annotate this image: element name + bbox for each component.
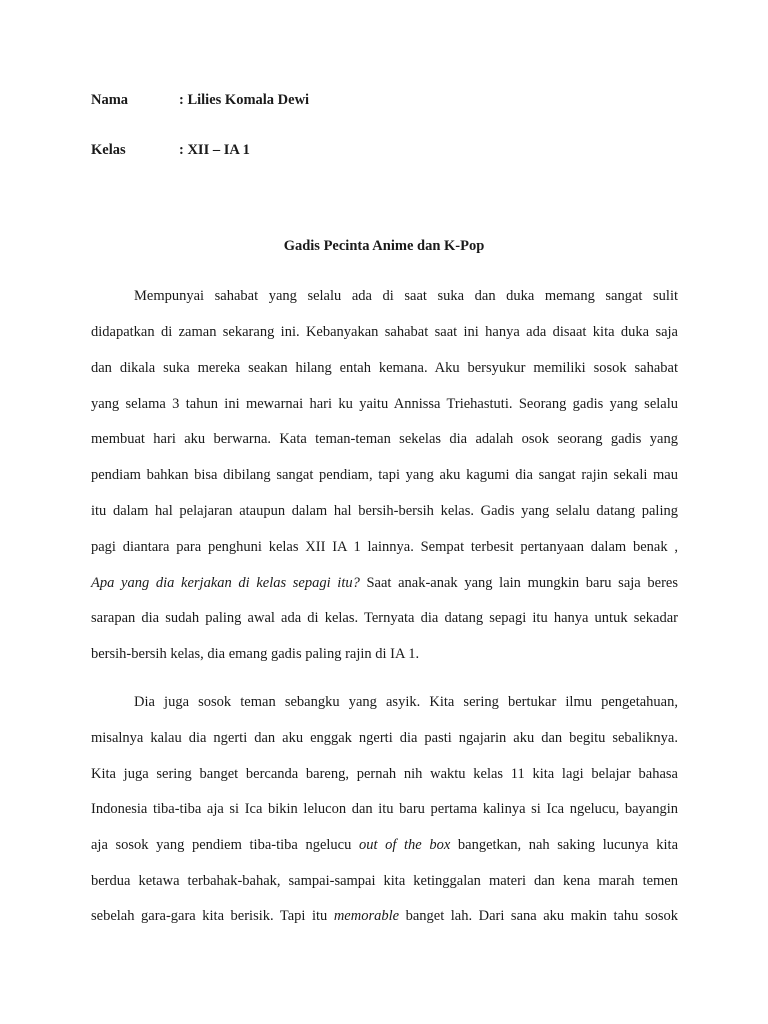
paragraph-2-line-4: Indonesia tiba-tiba aja si Ica bikin lelucon dan itu baru pertama kalinya si Ica ngelucu, bayangin bbox=[91, 801, 678, 817]
name-row bbox=[91, 92, 309, 109]
paragraph-1-line-10: sarapan dia sudah paling awal ada di kelas. Ternyata dia datang sepagi itu hanya untuk sekadar bbox=[91, 610, 678, 626]
class-label: Kelas bbox=[91, 142, 126, 158]
italic-word: memorable bbox=[333, 908, 400, 924]
italic-phrase: out of the box bbox=[358, 837, 451, 853]
paragraph-2-line-3: Kita juga sering banget bercanda bareng, pernah nih waktu kelas 11 kita lagi belajar bahasa bbox=[91, 766, 678, 782]
line-7-start: sebelah gara-gara kita berisik. Tapi itu bbox=[91, 908, 334, 924]
paragraph-2-line-2: misalnya kalau dia ngerti dan aku enggak ngerti dia pasti ngajarin aku dan begitu sebaliknya. bbox=[91, 730, 678, 746]
paragraph-1-line-6: pendiam bahkan bisa dibilang sangat pendiam, tapi yang aku kagumi dia sangat rajin sekali mau bbox=[91, 467, 678, 483]
name-label: Nama bbox=[91, 92, 129, 108]
line-5-start: aja sosok yang pendiem tiba-tiba ngelucu bbox=[91, 837, 359, 853]
paragraph-1-line-11: bersih-bersih kelas, dia emang gadis paling rajin di IA 1. bbox=[91, 646, 420, 662]
name-value: : Lilies Komala Dewi bbox=[179, 92, 310, 108]
line-9-rest: Saat anak-anak yang lain mungkin baru saja beres bbox=[359, 575, 678, 591]
paragraph-1-line-7: itu dalam hal pelajaran ataupun dalam hal bersih-bersih kelas. Gadis yang selalu datang paling bbox=[91, 503, 678, 519]
paragraph-1-line-4: yang selama 3 tahun ini mewarnai hari ku yaitu Annissa Triehastuti. Seorang gadis yang selalu bbox=[91, 396, 678, 412]
paragraph-1-line-3: dan dikala suka mereka seakan hilang entah kemana. Aku bersyukur memiliki sosok sahabat bbox=[91, 360, 678, 376]
paragraph-2-line-7 bbox=[91, 908, 678, 925]
paragraph-1-line-9 bbox=[91, 575, 678, 592]
italic-question: Apa yang dia kerjakan di kelas sepagi itu? bbox=[91, 575, 360, 591]
paragraph-1-line-2: didapatkan di zaman sekarang ini. Kebanyakan sahabat saat ini hanya ada disaat kita duka saja bbox=[91, 324, 678, 340]
paragraph-2-line-1: Dia juga sosok teman sebangku yang asyik. Kita sering bertukar ilmu pengetahuan, bbox=[134, 694, 678, 710]
paragraph-1-line-5: membuat hari aku berwarna. Kata teman-teman sekelas dia adalah osok seorang gadis yang bbox=[91, 431, 678, 447]
line-5-end: bangetkan, nah saking lucunya kita bbox=[450, 837, 679, 853]
paragraph-1-line-8: pagi diantara para penghuni kelas XII IA 1 lainnya. Sempat terbesit pertanyaan dalam benak , bbox=[91, 539, 678, 555]
line-7-end: banget lah. Dari sana aku makin tahu sosok bbox=[399, 908, 678, 924]
class-value: : XII – IA 1 bbox=[179, 142, 250, 158]
class-row bbox=[91, 142, 250, 159]
essay-title: Gadis Pecinta Anime dan K-Pop bbox=[283, 238, 485, 254]
paragraph-2-line-6: berdua ketawa terbahak-bahak, sampai-sampai kita ketinggalan materi dan kena marah temen bbox=[91, 873, 678, 889]
paragraph-2-line-5 bbox=[91, 837, 678, 854]
paragraph-1-line-1: Mempunyai sahabat yang selalu ada di saat suka dan duka memang sangat sulit bbox=[134, 288, 678, 304]
